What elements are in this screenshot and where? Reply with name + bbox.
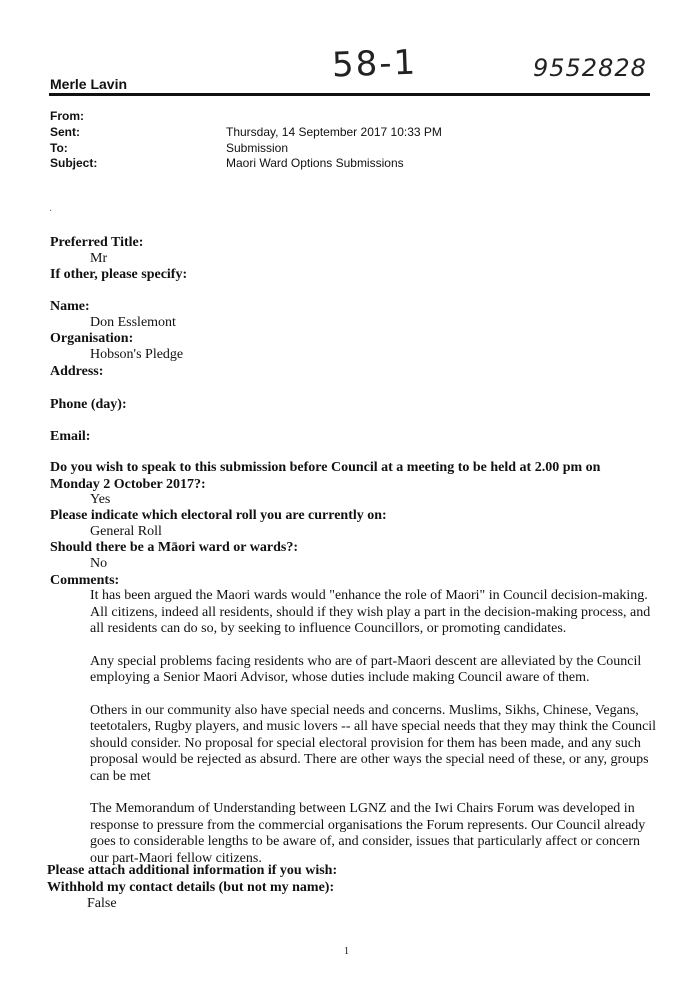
name-value: Don Esslemont	[90, 315, 176, 330]
maori-ward-label: Should there be a Māori ward or wards?:	[50, 540, 298, 555]
comment-paragraph: The Memorandum of Understanding between LGNZ and the Iwi Chairs Forum was developed in response to pressure from the commercial organisations the Forum represents. Our Council already goes to considerable lengths to be aware of, and consider, issues that particularly affect or concern our part-Maori fellow citizens.	[90, 801, 646, 866]
preferred-title-value: Mr	[90, 251, 108, 266]
header-rule	[49, 93, 650, 96]
sent-value: Thursday, 14 September 2017 10:33 PM	[226, 125, 442, 139]
comment-paragraph: Any special problems facing residents who are of part-Maori descent are alleviated by the Council employing a Senior Maori Advisor, whose duties include making Council aware of them.	[90, 653, 642, 685]
name-label: Name:	[50, 299, 90, 314]
withhold-value: False	[87, 896, 117, 911]
withhold-label: Withhold my contact details (but not my name):	[47, 880, 335, 895]
sent-label: Sent:	[50, 125, 80, 139]
attach-label: Please attach additional information if you wish:	[47, 863, 338, 878]
to-value: Submission	[226, 141, 289, 155]
handwritten-reference-2: 9552828	[533, 54, 647, 82]
email-label: Email:	[50, 429, 91, 444]
comments-body	[50, 588, 660, 867]
to-label: To:	[50, 141, 68, 155]
speak-question-label: Do you wish to speak to this submission before Council at a meeting to be held at 2.00 pm on Monday 2 October 2017?:	[50, 460, 601, 492]
organisation-label: Organisation:	[50, 331, 134, 346]
sender-name: Merle Lavin	[50, 76, 128, 92]
handwritten-reference-1: 58-1	[331, 42, 418, 86]
maori-ward-value: No	[90, 556, 108, 571]
subject-value: Maori Ward Options Submissions	[226, 156, 404, 170]
electoral-roll-label: Please indicate which electoral roll you are currently on:	[50, 508, 387, 523]
speak-answer-value: Yes	[90, 492, 111, 507]
organisation-value: Hobson's Pledge	[90, 347, 184, 362]
preferred-title-label: Preferred Title:	[50, 235, 144, 250]
address-label: Address:	[50, 364, 104, 379]
page-number: 1	[344, 946, 349, 957]
comment-paragraph: Others in our community also have special needs and concerns. Muslims, Sikhs, Chinese, Vegans, teetotalers, Rugby players, and music lovers -- all have special needs that they may think the Council should consider. No proposal for special electoral provision for them has been made, and any such proposal would be rejected as absurd. There are other ways the special need of these, or any, groups can be met	[90, 702, 657, 784]
phone-label: Phone (day):	[50, 397, 127, 412]
if-other-label: If other, please specify:	[50, 267, 188, 282]
stray-mark: ·	[49, 205, 53, 216]
comment-paragraph: It has been argued the Maori wards would "enhance the role of Maori" in Council decision-making. All citizens, indeed all residents, should if they wish play a part in the decision-making process, and all residents can do so, by seeking to influence Councillors, or promoting candidates.	[90, 588, 651, 636]
subject-label: Subject:	[50, 156, 98, 170]
electoral-roll-value: General Roll	[90, 524, 162, 539]
comments-label: Comments:	[50, 573, 120, 588]
from-label: From:	[50, 109, 84, 123]
